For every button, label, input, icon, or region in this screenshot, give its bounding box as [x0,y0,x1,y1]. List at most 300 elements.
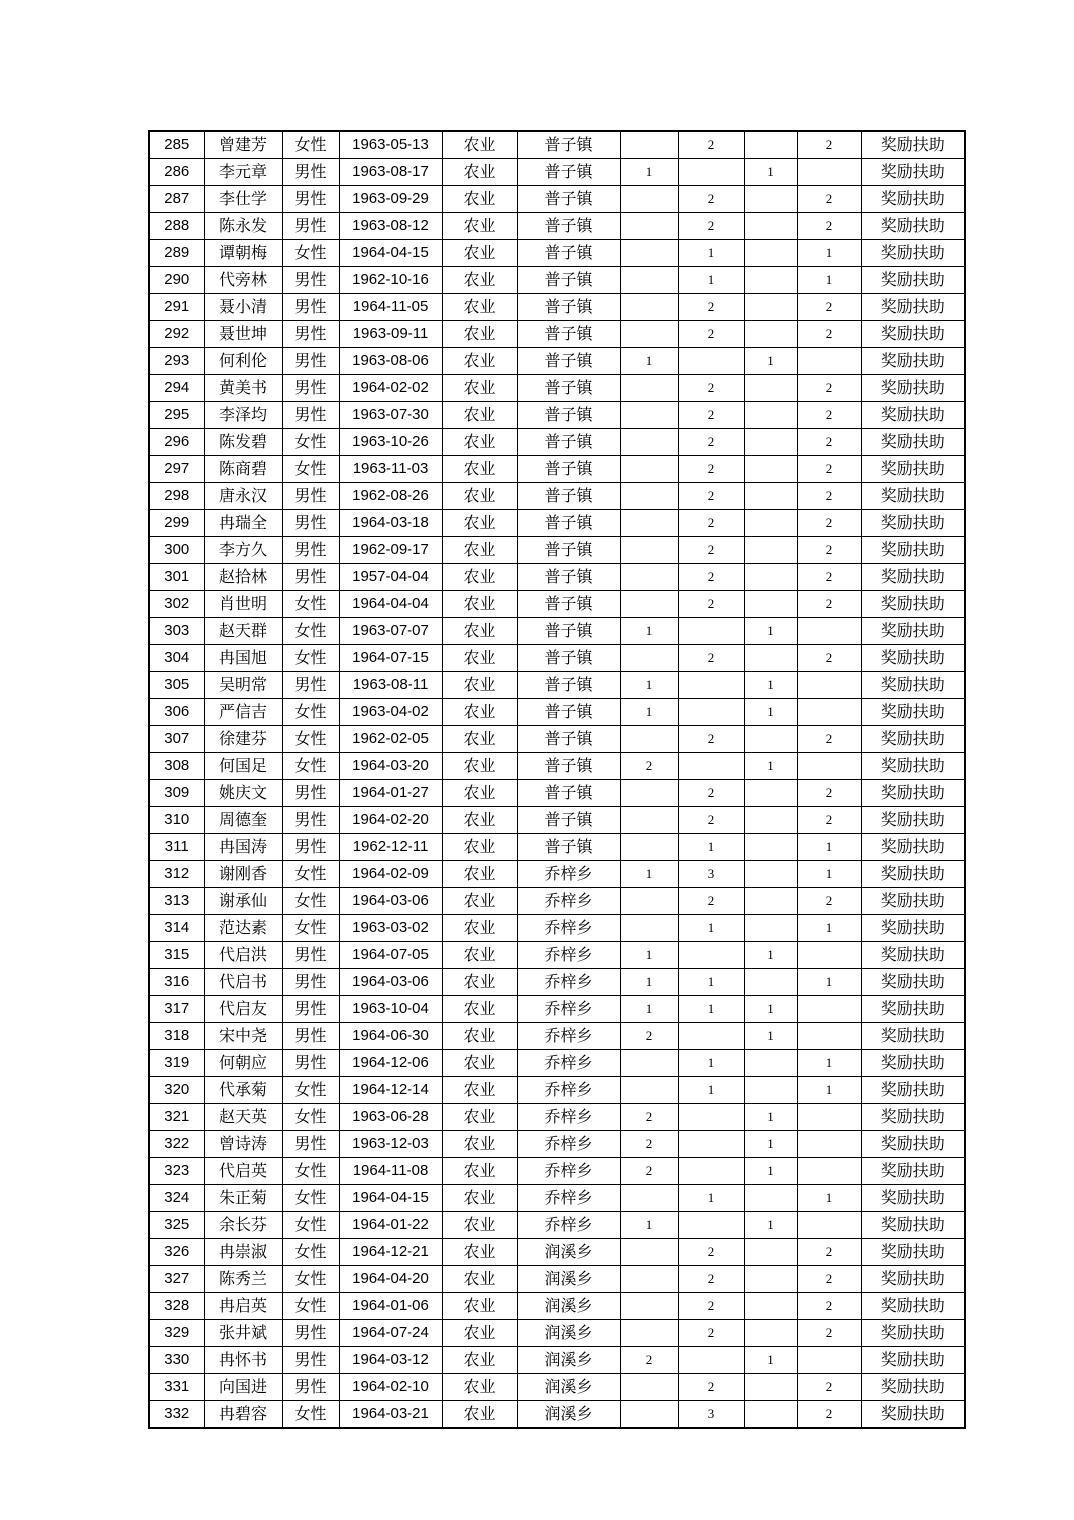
table-row [149,699,965,726]
birth-date-cell: 1964-12-14 [339,1077,442,1104]
name-cell: 冉国涛 [204,834,282,861]
name-cell: 余长芬 [204,1212,282,1239]
count-2-cell: 2 [678,807,744,834]
name-cell: 陈商碧 [204,456,282,483]
birth-date-cell: 1963-11-03 [339,456,442,483]
table-row [149,1293,965,1320]
township-cell: 普子镇 [517,375,620,402]
table-row [149,456,965,483]
name-cell: 李元章 [204,159,282,186]
serial-number-cell: 318 [149,1023,204,1050]
count-4-cell [797,699,861,726]
table-row [149,1347,965,1374]
count-4-cell [797,1023,861,1050]
count-4-cell [797,348,861,375]
township-cell: 润溪乡 [517,1239,620,1266]
count-4-cell: 2 [797,780,861,807]
support-type-cell: 奖励扶助 [861,888,965,915]
support-type-cell: 奖励扶助 [861,915,965,942]
support-type-cell: 奖励扶助 [861,1077,965,1104]
gender-cell: 女性 [282,915,339,942]
table-row [149,1212,965,1239]
count-1-cell [620,321,678,348]
birth-date-cell: 1962-10-16 [339,267,442,294]
count-4-cell: 1 [797,861,861,888]
table-row [149,131,965,159]
count-2-cell: 2 [678,510,744,537]
count-1-cell: 1 [620,942,678,969]
name-cell: 李泽均 [204,402,282,429]
count-3-cell: 1 [744,1104,797,1131]
count-1-cell: 1 [620,672,678,699]
count-1-cell [620,1293,678,1320]
count-1-cell [620,780,678,807]
name-cell: 冉瑞全 [204,510,282,537]
count-2-cell [678,1104,744,1131]
township-cell: 润溪乡 [517,1374,620,1401]
gender-cell: 男性 [282,348,339,375]
gender-cell: 男性 [282,1131,339,1158]
township-cell: 润溪乡 [517,1293,620,1320]
birth-date-cell: 1962-08-26 [339,483,442,510]
gender-cell: 女性 [282,456,339,483]
birth-date-cell: 1964-07-15 [339,645,442,672]
count-4-cell: 2 [797,1320,861,1347]
count-1-cell [620,726,678,753]
serial-number-cell: 309 [149,780,204,807]
support-type-cell: 奖励扶助 [861,1104,965,1131]
count-2-cell: 2 [678,1239,744,1266]
serial-number-cell: 307 [149,726,204,753]
name-cell: 冉碧容 [204,1401,282,1429]
township-cell: 普子镇 [517,240,620,267]
township-cell: 普子镇 [517,186,620,213]
count-2-cell: 2 [678,294,744,321]
support-type-cell: 奖励扶助 [861,483,965,510]
count-3-cell: 1 [744,1023,797,1050]
birth-date-cell: 1964-01-22 [339,1212,442,1239]
birth-date-cell: 1963-08-11 [339,672,442,699]
birth-date-cell: 1964-02-10 [339,1374,442,1401]
count-1-cell [620,1077,678,1104]
township-cell: 乔梓乡 [517,942,620,969]
gender-cell: 女性 [282,1104,339,1131]
count-4-cell: 2 [797,645,861,672]
occupation-cell: 农业 [442,375,517,402]
occupation-cell: 农业 [442,780,517,807]
township-cell: 普子镇 [517,726,620,753]
township-cell: 普子镇 [517,510,620,537]
name-cell: 冉崇淑 [204,1239,282,1266]
count-2-cell: 1 [678,1185,744,1212]
occupation-cell: 农业 [442,1401,517,1429]
count-4-cell: 1 [797,1185,861,1212]
name-cell: 赵拾林 [204,564,282,591]
township-cell: 普子镇 [517,321,620,348]
birth-date-cell: 1964-02-20 [339,807,442,834]
count-3-cell [744,915,797,942]
count-1-cell [620,915,678,942]
count-2-cell: 2 [678,1320,744,1347]
support-type-cell: 奖励扶助 [861,1320,965,1347]
count-2-cell: 2 [678,537,744,564]
serial-number-cell: 308 [149,753,204,780]
count-1-cell [620,1266,678,1293]
count-3-cell [744,131,797,159]
count-4-cell [797,672,861,699]
count-2-cell: 1 [678,1077,744,1104]
table-row [149,672,965,699]
township-cell: 乔梓乡 [517,1023,620,1050]
serial-number-cell: 323 [149,1158,204,1185]
serial-number-cell: 324 [149,1185,204,1212]
name-cell: 周德奎 [204,807,282,834]
table-row [149,1401,965,1429]
count-3-cell [744,186,797,213]
serial-number-cell: 311 [149,834,204,861]
count-1-cell: 1 [620,159,678,186]
gender-cell: 女性 [282,618,339,645]
gender-cell: 男性 [282,672,339,699]
table-row [149,510,965,537]
township-cell: 普子镇 [517,753,620,780]
table-row [149,645,965,672]
count-4-cell: 2 [797,1239,861,1266]
name-cell: 肖世明 [204,591,282,618]
serial-number-cell: 301 [149,564,204,591]
township-cell: 普子镇 [517,131,620,159]
count-1-cell [620,537,678,564]
township-cell: 乔梓乡 [517,888,620,915]
birth-date-cell: 1964-04-15 [339,240,442,267]
birth-date-cell: 1964-06-30 [339,1023,442,1050]
serial-number-cell: 295 [149,402,204,429]
occupation-cell: 农业 [442,915,517,942]
township-cell: 普子镇 [517,645,620,672]
count-3-cell [744,726,797,753]
count-4-cell: 1 [797,915,861,942]
count-2-cell: 1 [678,915,744,942]
name-cell: 徐建芬 [204,726,282,753]
gender-cell: 男性 [282,1347,339,1374]
gender-cell: 女性 [282,591,339,618]
occupation-cell: 农业 [442,537,517,564]
serial-number-cell: 329 [149,1320,204,1347]
count-2-cell: 3 [678,861,744,888]
count-3-cell [744,1077,797,1104]
birth-date-cell: 1964-11-08 [339,1158,442,1185]
count-2-cell: 2 [678,186,744,213]
count-3-cell [744,456,797,483]
birth-date-cell: 1963-10-26 [339,429,442,456]
count-4-cell [797,942,861,969]
name-cell: 谢承仙 [204,888,282,915]
support-type-cell: 奖励扶助 [861,537,965,564]
gender-cell: 男性 [282,375,339,402]
serial-number-cell: 330 [149,1347,204,1374]
count-2-cell [678,618,744,645]
serial-number-cell: 290 [149,267,204,294]
count-2-cell [678,942,744,969]
birth-date-cell: 1963-07-30 [339,402,442,429]
serial-number-cell: 306 [149,699,204,726]
occupation-cell: 农业 [442,1374,517,1401]
count-1-cell [620,375,678,402]
township-cell: 乔梓乡 [517,1077,620,1104]
serial-number-cell: 313 [149,888,204,915]
occupation-cell: 农业 [442,1185,517,1212]
count-2-cell [678,159,744,186]
serial-number-cell: 299 [149,510,204,537]
count-4-cell: 2 [797,402,861,429]
name-cell: 曾诗涛 [204,1131,282,1158]
count-2-cell: 2 [678,483,744,510]
count-3-cell: 1 [744,699,797,726]
serial-number-cell: 289 [149,240,204,267]
gender-cell: 男性 [282,294,339,321]
table-row [149,1374,965,1401]
name-cell: 代启友 [204,996,282,1023]
count-1-cell [620,645,678,672]
support-type-cell: 奖励扶助 [861,429,965,456]
count-2-cell: 2 [678,456,744,483]
serial-number-cell: 332 [149,1401,204,1429]
birth-date-cell: 1964-03-21 [339,1401,442,1429]
count-4-cell: 2 [797,213,861,240]
name-cell: 谭朝梅 [204,240,282,267]
serial-number-cell: 294 [149,375,204,402]
occupation-cell: 农业 [442,564,517,591]
name-cell: 代启洪 [204,942,282,969]
serial-number-cell: 288 [149,213,204,240]
township-cell: 普子镇 [517,591,620,618]
serial-number-cell: 291 [149,294,204,321]
table-row [149,294,965,321]
name-cell: 冉启英 [204,1293,282,1320]
gender-cell: 女性 [282,1239,339,1266]
table-row [149,969,965,996]
count-2-cell: 2 [678,888,744,915]
count-1-cell [620,591,678,618]
occupation-cell: 农业 [442,510,517,537]
birth-date-cell: 1964-04-15 [339,1185,442,1212]
count-4-cell: 2 [797,510,861,537]
gender-cell: 女性 [282,429,339,456]
count-4-cell: 2 [797,131,861,159]
township-cell: 普子镇 [517,483,620,510]
occupation-cell: 农业 [442,753,517,780]
table-row [149,348,965,375]
count-4-cell: 2 [797,186,861,213]
count-3-cell [744,429,797,456]
occupation-cell: 农业 [442,159,517,186]
count-1-cell: 1 [620,1212,678,1239]
count-3-cell [744,402,797,429]
serial-number-cell: 312 [149,861,204,888]
count-3-cell: 1 [744,1347,797,1374]
count-1-cell [620,1239,678,1266]
count-4-cell: 2 [797,429,861,456]
serial-number-cell: 304 [149,645,204,672]
gender-cell: 女性 [282,645,339,672]
count-1-cell: 1 [620,969,678,996]
name-cell: 何利伦 [204,348,282,375]
occupation-cell: 农业 [442,240,517,267]
count-1-cell: 2 [620,1347,678,1374]
support-type-cell: 奖励扶助 [861,402,965,429]
count-3-cell [744,1401,797,1429]
count-3-cell [744,1266,797,1293]
township-cell: 普子镇 [517,618,620,645]
count-4-cell [797,159,861,186]
count-3-cell: 1 [744,159,797,186]
gender-cell: 男性 [282,834,339,861]
name-cell: 李方久 [204,537,282,564]
count-4-cell: 2 [797,726,861,753]
table-row [149,321,965,348]
table-row [149,1239,965,1266]
count-2-cell: 1 [678,834,744,861]
count-3-cell [744,1239,797,1266]
count-4-cell [797,1158,861,1185]
table-row [149,402,965,429]
count-3-cell: 1 [744,1131,797,1158]
birth-date-cell: 1964-12-21 [339,1239,442,1266]
support-type-cell: 奖励扶助 [861,591,965,618]
township-cell: 乔梓乡 [517,1212,620,1239]
birth-date-cell: 1964-02-02 [339,375,442,402]
birth-date-cell: 1964-01-27 [339,780,442,807]
serial-number-cell: 292 [149,321,204,348]
count-4-cell [797,996,861,1023]
count-2-cell: 2 [678,375,744,402]
name-cell: 赵天群 [204,618,282,645]
support-type-cell: 奖励扶助 [861,294,965,321]
serial-number-cell: 331 [149,1374,204,1401]
serial-number-cell: 285 [149,131,204,159]
birth-date-cell: 1964-04-04 [339,591,442,618]
count-2-cell [678,1347,744,1374]
support-type-cell: 奖励扶助 [861,861,965,888]
count-4-cell: 2 [797,888,861,915]
township-cell: 普子镇 [517,699,620,726]
birth-date-cell: 1963-05-13 [339,131,442,159]
count-3-cell [744,537,797,564]
count-2-cell: 1 [678,267,744,294]
count-4-cell: 1 [797,1050,861,1077]
occupation-cell: 农业 [442,1293,517,1320]
count-2-cell: 2 [678,726,744,753]
serial-number-cell: 297 [149,456,204,483]
support-type-cell: 奖励扶助 [861,942,965,969]
table-row [149,807,965,834]
count-4-cell [797,1104,861,1131]
birth-date-cell: 1963-06-28 [339,1104,442,1131]
gender-cell: 女性 [282,240,339,267]
birth-date-cell: 1962-02-05 [339,726,442,753]
count-4-cell: 2 [797,1374,861,1401]
count-1-cell: 2 [620,1158,678,1185]
count-3-cell [744,645,797,672]
count-4-cell [797,753,861,780]
count-1-cell [620,1374,678,1401]
count-4-cell [797,1347,861,1374]
count-2-cell: 1 [678,969,744,996]
count-2-cell [678,1023,744,1050]
township-cell: 普子镇 [517,456,620,483]
occupation-cell: 农业 [442,213,517,240]
occupation-cell: 农业 [442,969,517,996]
count-1-cell [620,1185,678,1212]
serial-number-cell: 305 [149,672,204,699]
count-3-cell [744,375,797,402]
table-row [149,861,965,888]
table-row [149,780,965,807]
serial-number-cell: 298 [149,483,204,510]
serial-number-cell: 317 [149,996,204,1023]
township-cell: 普子镇 [517,267,620,294]
count-3-cell [744,294,797,321]
count-4-cell: 2 [797,483,861,510]
table-row [149,375,965,402]
count-2-cell [678,1158,744,1185]
table-row [149,240,965,267]
name-cell: 聂小清 [204,294,282,321]
count-2-cell: 2 [678,402,744,429]
count-2-cell [678,699,744,726]
township-cell: 普子镇 [517,159,620,186]
support-type-cell: 奖励扶助 [861,267,965,294]
count-1-cell [620,294,678,321]
count-4-cell: 2 [797,294,861,321]
name-cell: 冉国旭 [204,645,282,672]
serial-number-cell: 296 [149,429,204,456]
count-3-cell [744,1320,797,1347]
table-row [149,1320,965,1347]
count-1-cell [620,888,678,915]
table-row [149,1185,965,1212]
count-3-cell [744,888,797,915]
table-row [149,888,965,915]
occupation-cell: 农业 [442,1023,517,1050]
count-2-cell: 2 [678,1374,744,1401]
count-3-cell [744,1050,797,1077]
name-cell: 吴明常 [204,672,282,699]
count-2-cell: 1 [678,240,744,267]
table-row [149,1050,965,1077]
occupation-cell: 农业 [442,1266,517,1293]
township-cell: 乔梓乡 [517,1131,620,1158]
township-cell: 润溪乡 [517,1320,620,1347]
birth-date-cell: 1963-07-07 [339,618,442,645]
count-3-cell: 1 [744,1158,797,1185]
count-3-cell [744,321,797,348]
table-row [149,996,965,1023]
count-4-cell: 1 [797,1077,861,1104]
count-4-cell [797,618,861,645]
table-row [149,1104,965,1131]
occupation-cell: 农业 [442,1347,517,1374]
birth-date-cell: 1964-03-20 [339,753,442,780]
table-row [149,1266,965,1293]
gender-cell: 男性 [282,510,339,537]
township-cell: 普子镇 [517,564,620,591]
support-type-cell: 奖励扶助 [861,726,965,753]
count-3-cell: 1 [744,672,797,699]
birth-date-cell: 1964-03-06 [339,888,442,915]
count-1-cell [620,483,678,510]
table-row [149,1077,965,1104]
